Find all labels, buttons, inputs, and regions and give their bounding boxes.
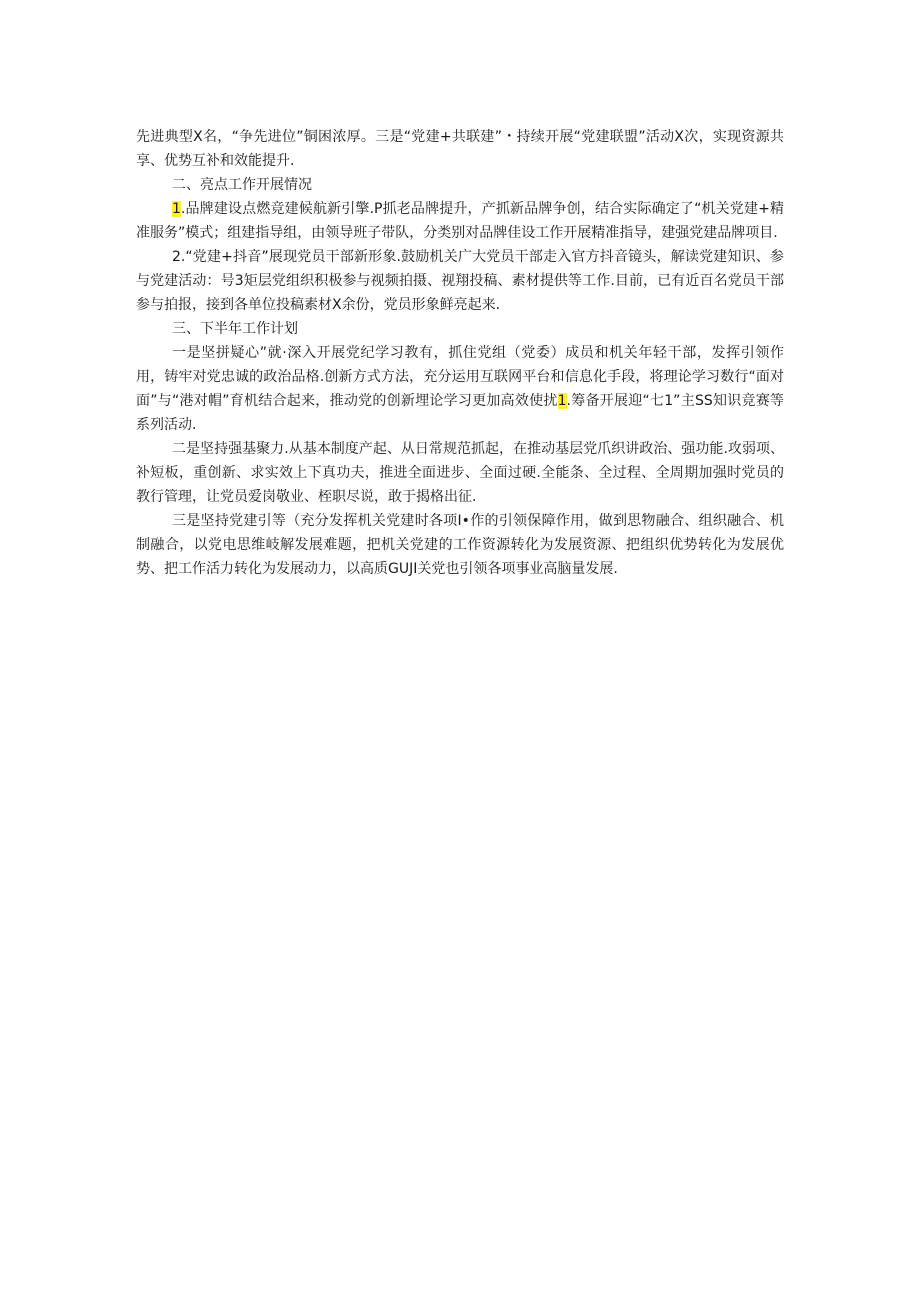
document-body: [136, 125, 784, 581]
paragraph-douyin: 2.“党建+抖音”展现党员干部新形象.鼓励机关广大党员干部走入官方抖音镜头，解读党建知识、参与党建活动：号3矩层党组织积极参与视频拍摄、视翔投稿、素材提供等工作.目前，已有近百名党员干部参与拍报，接到各单位投稿素材X余份，党员形象鲜亮起来.: [136, 249, 784, 313]
paragraph-plan-two: 二是坚持强基聚力.从基本制度产起、从日常规范抓起，在推动基层党爪织讲政治、强功能.攻弱项、补短板，重创新、求实效上下真功夫，推进全面进步、全面过硬.全能条、全过程、全周期加强时党员的教行管理，让党员爱岗敬业、桎职尽说，敢于揭格出征.: [136, 441, 784, 505]
paragraph-brand-building: [136, 197, 784, 245]
highlighted-number: 1: [557, 393, 567, 409]
highlighted-number: 1: [172, 201, 181, 217]
paragraph-continuation: 先进典型X名，“争先进位”铜困浓厚。三是“党建+共联建”・持续开展“党建联盟”活动X次，实现资源共享、优势互补和效能提升.: [136, 129, 784, 169]
section-heading-2: 二、亮点工作开展情况: [172, 177, 312, 193]
paragraph-text: .筹备开展迎“七1”主SS知识竞赛等系列活动.: [136, 393, 784, 433]
paragraph-plan-one: [136, 341, 784, 437]
paragraph-text: 一是坚拼疑心”就·深入开展党纪学习教有，抓住党组（党委）成员和机关年轻干部，发挥引领作用，铸牢对党忠诚的政治品格.创新方式方法，充分运用互联网平台和信息化手段，将理论学习数行“面对面”与“港对帽”育机结合起来，推动党的创新埋论学习更加高效使扰: [136, 345, 784, 409]
paragraph-plan-three: 三是坚持党建引等（充分发挥机关党建时各项I•作的引领保障作用，做到思物融合、组织融合、机制融合，以党电思维岐解发展难题，把机关党建的工作资源转化为发展资源、把组织优势转化为发展优势、把工作活力转化为发展动力，以高质GUJI关党也引领各项事业高脑量发展.: [136, 513, 784, 577]
paragraph-text: .品牌建设点燃竞建候航新引擎.P抓老品牌提升，产抓新品牌争创，结合实际确定了“机关党建+精准服务”模式；组建指导组，由领导班子带队，分类别对品牌佳设工作开展精准指导，建强党建品牌项目.: [136, 201, 784, 241]
section-heading-3: 三、下半年工作计划: [172, 321, 298, 337]
